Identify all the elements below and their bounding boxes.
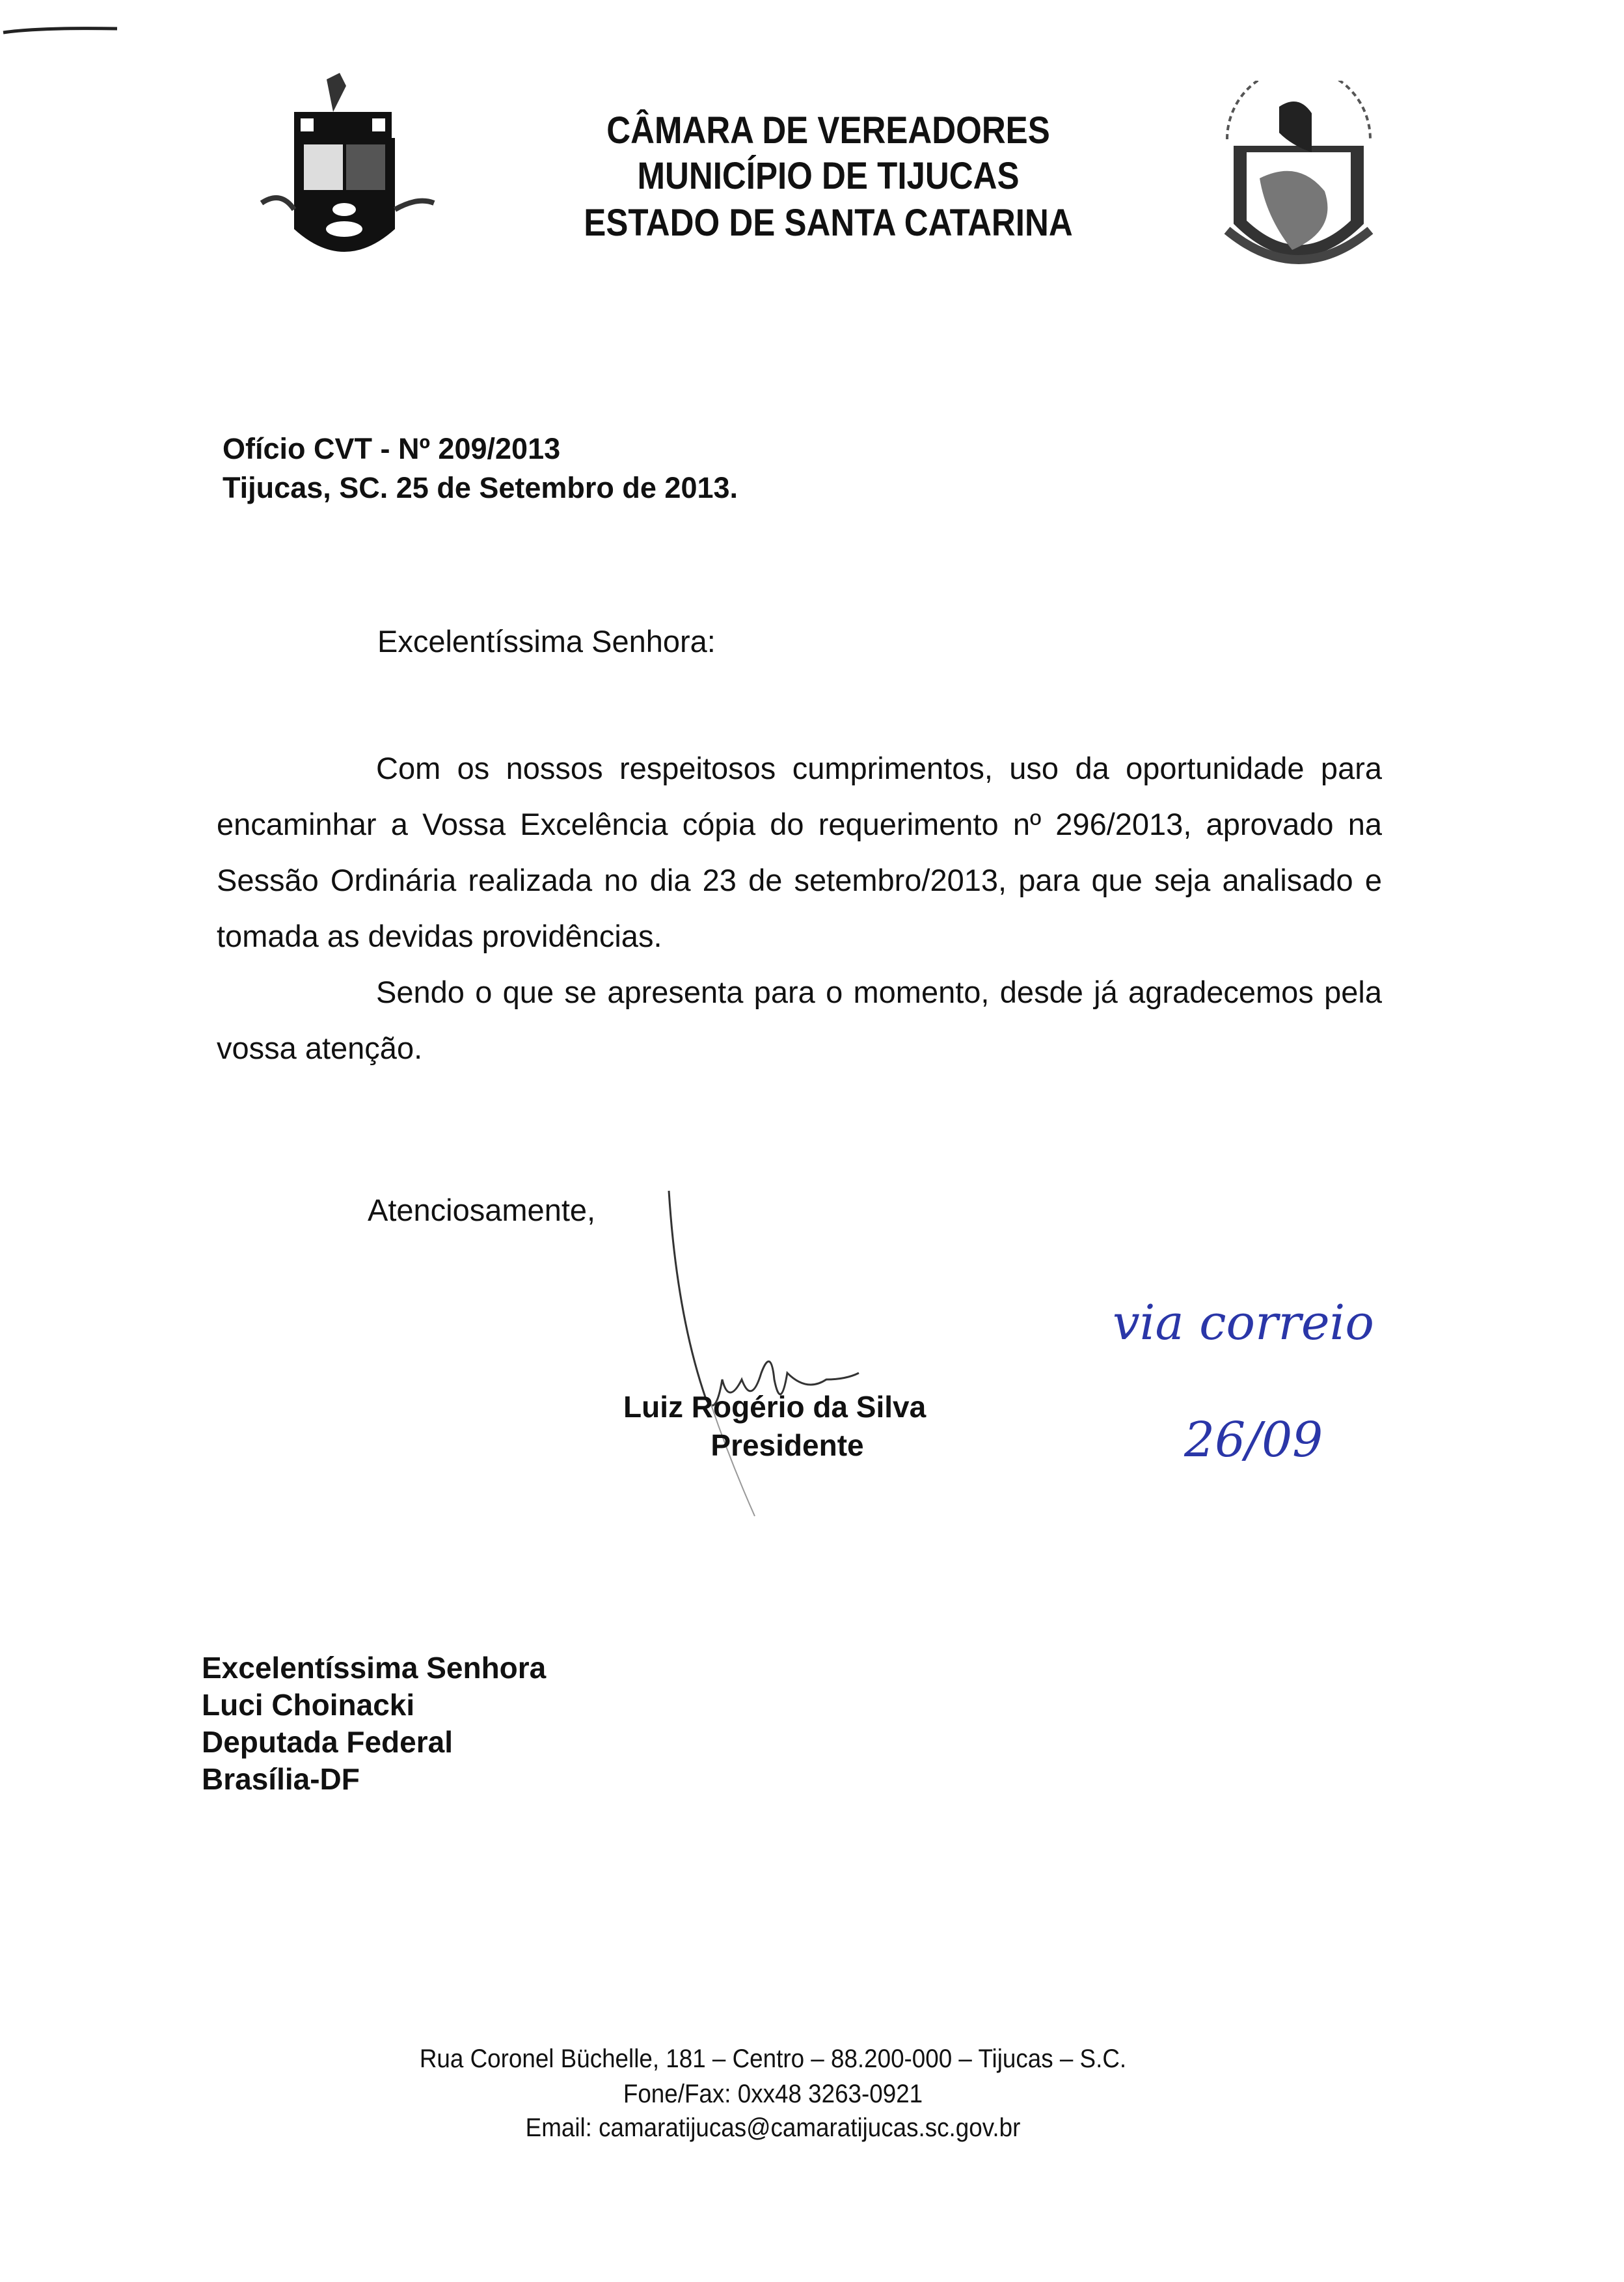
recipient-salutation: Excelentíssima Senhora — [202, 1651, 547, 1685]
document-number: Ofício CVT - Nº 209/2013 — [223, 432, 561, 465]
recipient-title: Deputada Federal — [202, 1725, 453, 1759]
handwritten-note-via-correio: via correio — [1113, 1295, 1374, 1351]
place-date: Tijucas, SC. 25 de Setembro de 2013. — [223, 471, 738, 504]
scan-mark — [0, 20, 130, 46]
body-paragraph-1: Com os nossos respeitosos cumprimentos, uso da oportunidade para encaminhar a Vossa Excelência cópia do requerimento nº 296/2013, aprovado na Sessão Ordinária realizada no dia 23 de setembro/2013, para que seja analisado e tomada as devidas providências. — [217, 751, 1382, 953]
letter-body — [217, 740, 1382, 1076]
closing: Atenciosamente, — [368, 1193, 596, 1227]
signatory-title: Presidente — [710, 1428, 864, 1462]
header-line-chamber: CÂMARA DE VEREADORES — [606, 109, 1050, 152]
recipient-name: Luci Choinacki — [202, 1688, 415, 1722]
footer-email: Email: camaratijucas@camaratijucas.sc.gov.br — [525, 2113, 1021, 2142]
header-line-municipality: MUNICÍPIO DE TIJUCAS — [637, 155, 1020, 197]
recipient-location: Brasília-DF — [202, 1762, 360, 1796]
handwritten-note-date: 26/09 — [1184, 1412, 1323, 1468]
salutation: Excelentíssima Senhora: — [377, 624, 716, 659]
recipient-block — [202, 1650, 546, 1798]
body-paragraph-2: Sendo o que se apresenta para o momento, desde já agradecemos pela vossa atenção. — [217, 975, 1382, 1065]
header-line-state: ESTADO DE SANTA CATARINA — [584, 202, 1073, 244]
handwritten-signature — [657, 1184, 956, 1523]
footer-address: Rua Coronel Büchelle, 181 – Centro – 88.200-000 – Tijucas – S.C. — [419, 2044, 1127, 2073]
footer-phone: Fone/Fax: 0xx48 3263-0921 — [623, 2080, 923, 2108]
signatory-name: Luiz Rogério da Silva — [623, 1390, 927, 1424]
